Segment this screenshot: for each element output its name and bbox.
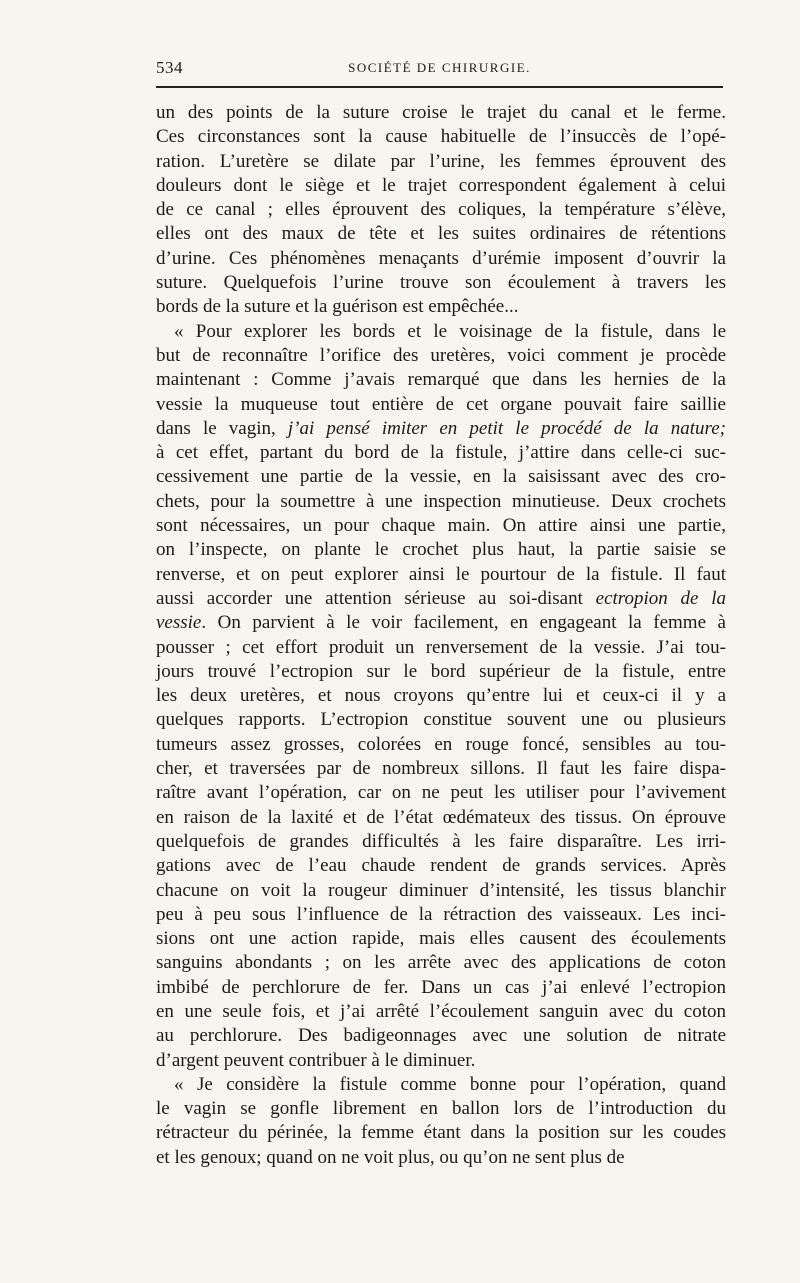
text-run: vessie la muqueuse tout entière de cet organe pouvait faire saillie	[156, 393, 726, 415]
header-rule	[156, 86, 723, 88]
text-run: dans le vagin,	[156, 417, 288, 439]
text-run: à cet effet, partant du bord de la fistule, j’attire dans celle-ci suc-	[156, 442, 726, 464]
text-run: Ces circonstances sont la cause habituelle de l’insuccès de l’opé-	[156, 126, 726, 148]
text-line	[156, 903, 726, 927]
text-run: renverse, et on peut explorer ainsi le pourtour de la fistule. Il faut	[156, 563, 726, 585]
text-run: de ce canal ; elles éprouvent des coliques, la température s’élève,	[156, 199, 726, 221]
running-head: SOCIÉTÉ DE CHIRURGIE.	[348, 60, 531, 75]
text-line	[156, 295, 726, 319]
text-line	[156, 393, 726, 417]
text-line	[156, 757, 726, 781]
text-line	[156, 465, 726, 489]
text-run: d’argent peuvent contribuer à le diminuer.	[156, 1049, 476, 1071]
text-run: rétracteur du périnée, la femme étant dans la position sur les coudes	[156, 1122, 726, 1144]
text-run: les deux uretères, et nous croyons qu’entre lui et ceux-ci il y a	[156, 685, 726, 707]
text-run: au perchlorure. Des badigeonnages avec une solution de nitrate	[156, 1025, 726, 1047]
text-line	[156, 951, 726, 975]
text-line	[156, 708, 726, 732]
page-header	[156, 58, 723, 80]
text-line	[156, 1073, 726, 1097]
text-line	[156, 514, 726, 538]
text-run: un des points de la suture croise le trajet du canal et le ferme.	[156, 102, 726, 123]
text-line	[156, 271, 726, 295]
italic-run: vessie	[156, 612, 202, 634]
text-run: peu à peu sous l’influence de la rétraction des vaisseaux. Les inci-	[156, 903, 726, 925]
text-run: douleurs dont le siège et le trajet correspondent également à celui	[156, 174, 726, 196]
text-line	[156, 879, 726, 903]
text-run: ration. L’uretère se dilate par l’urine, les femmes éprouvent des	[156, 150, 726, 172]
text-line	[156, 538, 726, 562]
text-run: aussi accorder une attention sérieuse au soi-disant	[156, 587, 596, 609]
text-run: en une seule fois, et j’ai arrêté l’écoulement sanguin avec du coton	[156, 1000, 726, 1022]
text-line	[156, 733, 726, 757]
text-run: sions ont une action rapide, mais elles causent des écoulements	[156, 928, 726, 950]
text-line	[156, 1000, 726, 1024]
text-run: pousser ; cet effort produit un renversement de la vessie. J’ai tou-	[156, 636, 726, 658]
italic-run: j’ai pensé imiter en petit le procédé de la nature;	[287, 417, 726, 439]
text-run: on l’inspecte, on plante le crochet plus haut, la partie saisie se	[156, 539, 726, 561]
text-line	[156, 222, 726, 246]
text-run: . On parvient à le voir facilement, en engageant la femme à	[201, 612, 726, 634]
text-line	[156, 417, 726, 441]
text-line	[156, 174, 726, 198]
text-run: sont nécessaires, un pour chaque main. On attire ainsi une partie,	[156, 515, 726, 537]
text-run: et les genoux; quand on ne voit plus, ou qu’on ne sent plus de	[156, 1146, 625, 1168]
text-run: chets, pour la soumettre à une inspection minutieuse. Deux crochets	[156, 490, 726, 512]
text-run: le vagin se gonfle librement en ballon lors de l’introduction du	[156, 1098, 726, 1120]
text-line	[156, 101, 726, 125]
text-line	[156, 1121, 726, 1145]
text-run: tumeurs assez grosses, colorées en rouge foncé, sensibles au tou-	[156, 733, 726, 755]
text-run: gations avec de l’eau chaude rendent de grands services. Après	[156, 855, 726, 877]
text-line	[156, 1146, 726, 1170]
text-line	[156, 806, 726, 830]
text-run: cher, et traversées par de nombreux sillons. Il faut les faire dispa-	[156, 758, 726, 780]
text-run: imbibé de perchlorure de fer. Dans un cas j’ai enlevé l’ectropion	[156, 976, 726, 998]
text-run: cessivement une partie de la vessie, en la saisissant avec des cro-	[156, 466, 726, 488]
text-run: quelques rapports. L’ectropion constitue souvent une ou plusieurs	[156, 709, 726, 731]
text-line	[156, 125, 726, 149]
text-line	[156, 1049, 726, 1073]
text-run: suture. Quelquefois l’urine trouve son écoulement à travers les	[156, 272, 726, 294]
text-line	[156, 927, 726, 951]
text-run: chacune on voit la rougeur diminuer d’intensité, les tissus blanchir	[156, 879, 726, 901]
text-line	[156, 587, 726, 611]
text-line	[156, 781, 726, 805]
text-line	[156, 320, 726, 344]
text-line	[156, 344, 726, 368]
text-line	[156, 490, 726, 514]
text-line	[156, 636, 726, 660]
text-run: elles ont des maux de tête et les suites ordinaires de rétentions	[156, 223, 726, 245]
text-line	[156, 198, 726, 222]
text-line	[156, 441, 726, 465]
page-number: 534	[156, 58, 183, 77]
text-run: d’urine. Ces phénomènes menaçants d’urémie imposent d’ouvrir la	[156, 247, 726, 269]
body-text	[156, 101, 726, 1170]
text-run: quelquefois de grandes difficultés à les faire disparaître. Les irri-	[156, 830, 726, 852]
italic-run: ectropion de la	[595, 587, 727, 609]
text-run: jours trouvé l’ectropion sur le bord supérieur de la fistule, entre	[156, 660, 726, 682]
text-run: sanguins abondants ; on les arrête avec des applications de coton	[156, 952, 726, 974]
text-line	[156, 830, 726, 854]
text-run: « Je considère la fistule comme bonne pour l’opération, quand	[174, 1073, 726, 1095]
text-line	[156, 247, 726, 271]
text-line	[156, 1024, 726, 1048]
text-run: bords de la suture et la guérison est empêchée...	[156, 296, 519, 318]
text-line	[156, 563, 726, 587]
text-run: « Pour explorer les bords et le voisinage de la fistule, dans le	[174, 320, 726, 342]
text-line	[156, 684, 726, 708]
text-line	[156, 854, 726, 878]
text-run: but de reconnaître l’orifice des uretères, voici comment je procède	[156, 344, 726, 366]
text-line	[156, 976, 726, 1000]
text-run: en raison de la laxité et de l’état œdémateux des tissus. On éprouve	[156, 806, 726, 828]
text-line	[156, 368, 726, 392]
text-line	[156, 1097, 726, 1121]
text-run: raître avant l’opération, car on ne peut les utiliser pour l’avivement	[156, 782, 726, 804]
text-run: maintenant : Comme j’avais remarqué que dans les hernies de la	[156, 369, 726, 391]
text-line	[156, 150, 726, 174]
text-line	[156, 611, 726, 635]
text-line	[156, 660, 726, 684]
